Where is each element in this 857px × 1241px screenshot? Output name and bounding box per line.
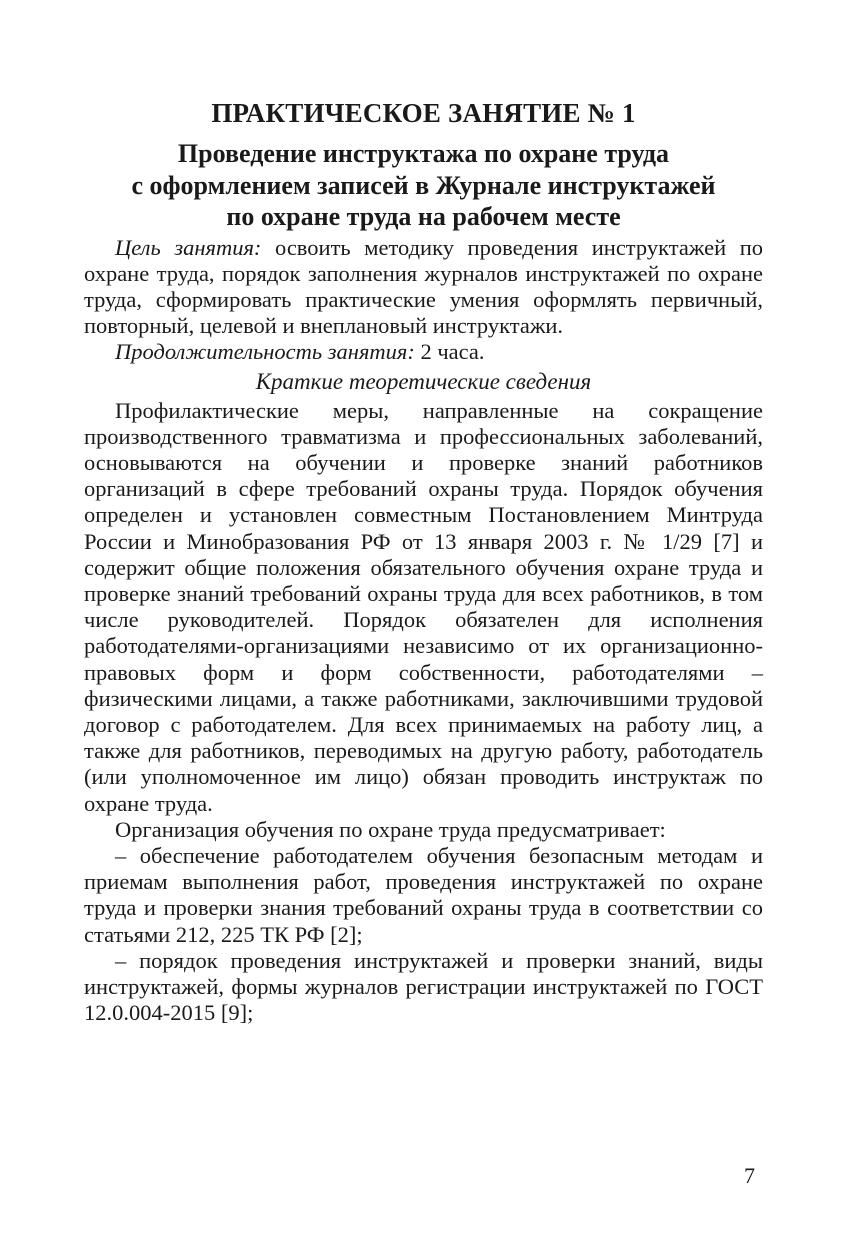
- duration-text: 2 часа.: [414, 339, 485, 365]
- page-number: 7: [744, 1163, 755, 1188]
- subtitle-line: Проведение инструктажа по охране труда: [177, 139, 670, 168]
- goal-label: Цель занятия:: [115, 234, 262, 260]
- page-title: ПРАКТИЧЕСКОЕ ЗАНЯТИЕ № 1: [211, 98, 636, 128]
- goal-text: освоить методику проведения инструктажей по охране труда, порядок заполнения журналов инструктажей по охране труда, сформировать практические умения оформлять первичный, повторный, целевой и внеплановый инструктажи.: [84, 234, 763, 339]
- duration-paragraph: [84, 339, 763, 365]
- subtitle-line: по охране труда на рабочем месте: [226, 202, 621, 231]
- goal-paragraph: [84, 235, 763, 340]
- page-content: [84, 96, 763, 1026]
- duration-label: Продолжительность занятия:: [115, 339, 415, 365]
- lesson-subtitle: [84, 138, 763, 233]
- section-title: Краткие теоретические сведения: [255, 368, 592, 394]
- list-item: – порядок проведения инструктажей и проверки знаний, виды инструктажей, формы журналов регистрации инструктажей по ГОСТ 12.0.004-2015 [9];: [84, 947, 763, 1026]
- body-paragraph: Организация обучения по охране труда предусматривает:: [115, 816, 666, 842]
- list-item: – обеспечение работодателем обучения безопасным методам и приемам выполнения работ, проведения инструктажей по охране труда и проверки знания требований охраны труда в соответствии со статьями 212, 225 ТК РФ [2];: [84, 842, 763, 947]
- body-paragraph: Профилактические меры, направленные на сокращение производственного травматизма и профессиональных заболеваний, основываются на обучении и проверке знаний работников организаций в сфере требований охраны труда. Порядок обучения определен и установлен совместным Постановлением Минтруда России и Минобразования РФ от 13 января 2003 г. № 1/29 [7] и содержит общие положения обязательного обучения охране труда и проверке знаний требований охраны труда для всех работников, в том числе руководителей. Порядок обязателен для исполнения работодателями-организациями независимо от их организационно-правовых форм и форм собственности, работодателями – физическими лицами, а также работниками, заключившими трудовой договор с работодателем. Для всех принимаемых на работу лиц, а также для работников, переводимых на другую работу, работодатель (или уполномоченное им лицо) обязан проводить инструктаж по охране труда.: [84, 397, 763, 816]
- subtitle-line: с оформлением записей в Журнале инструктажей: [131, 170, 716, 200]
